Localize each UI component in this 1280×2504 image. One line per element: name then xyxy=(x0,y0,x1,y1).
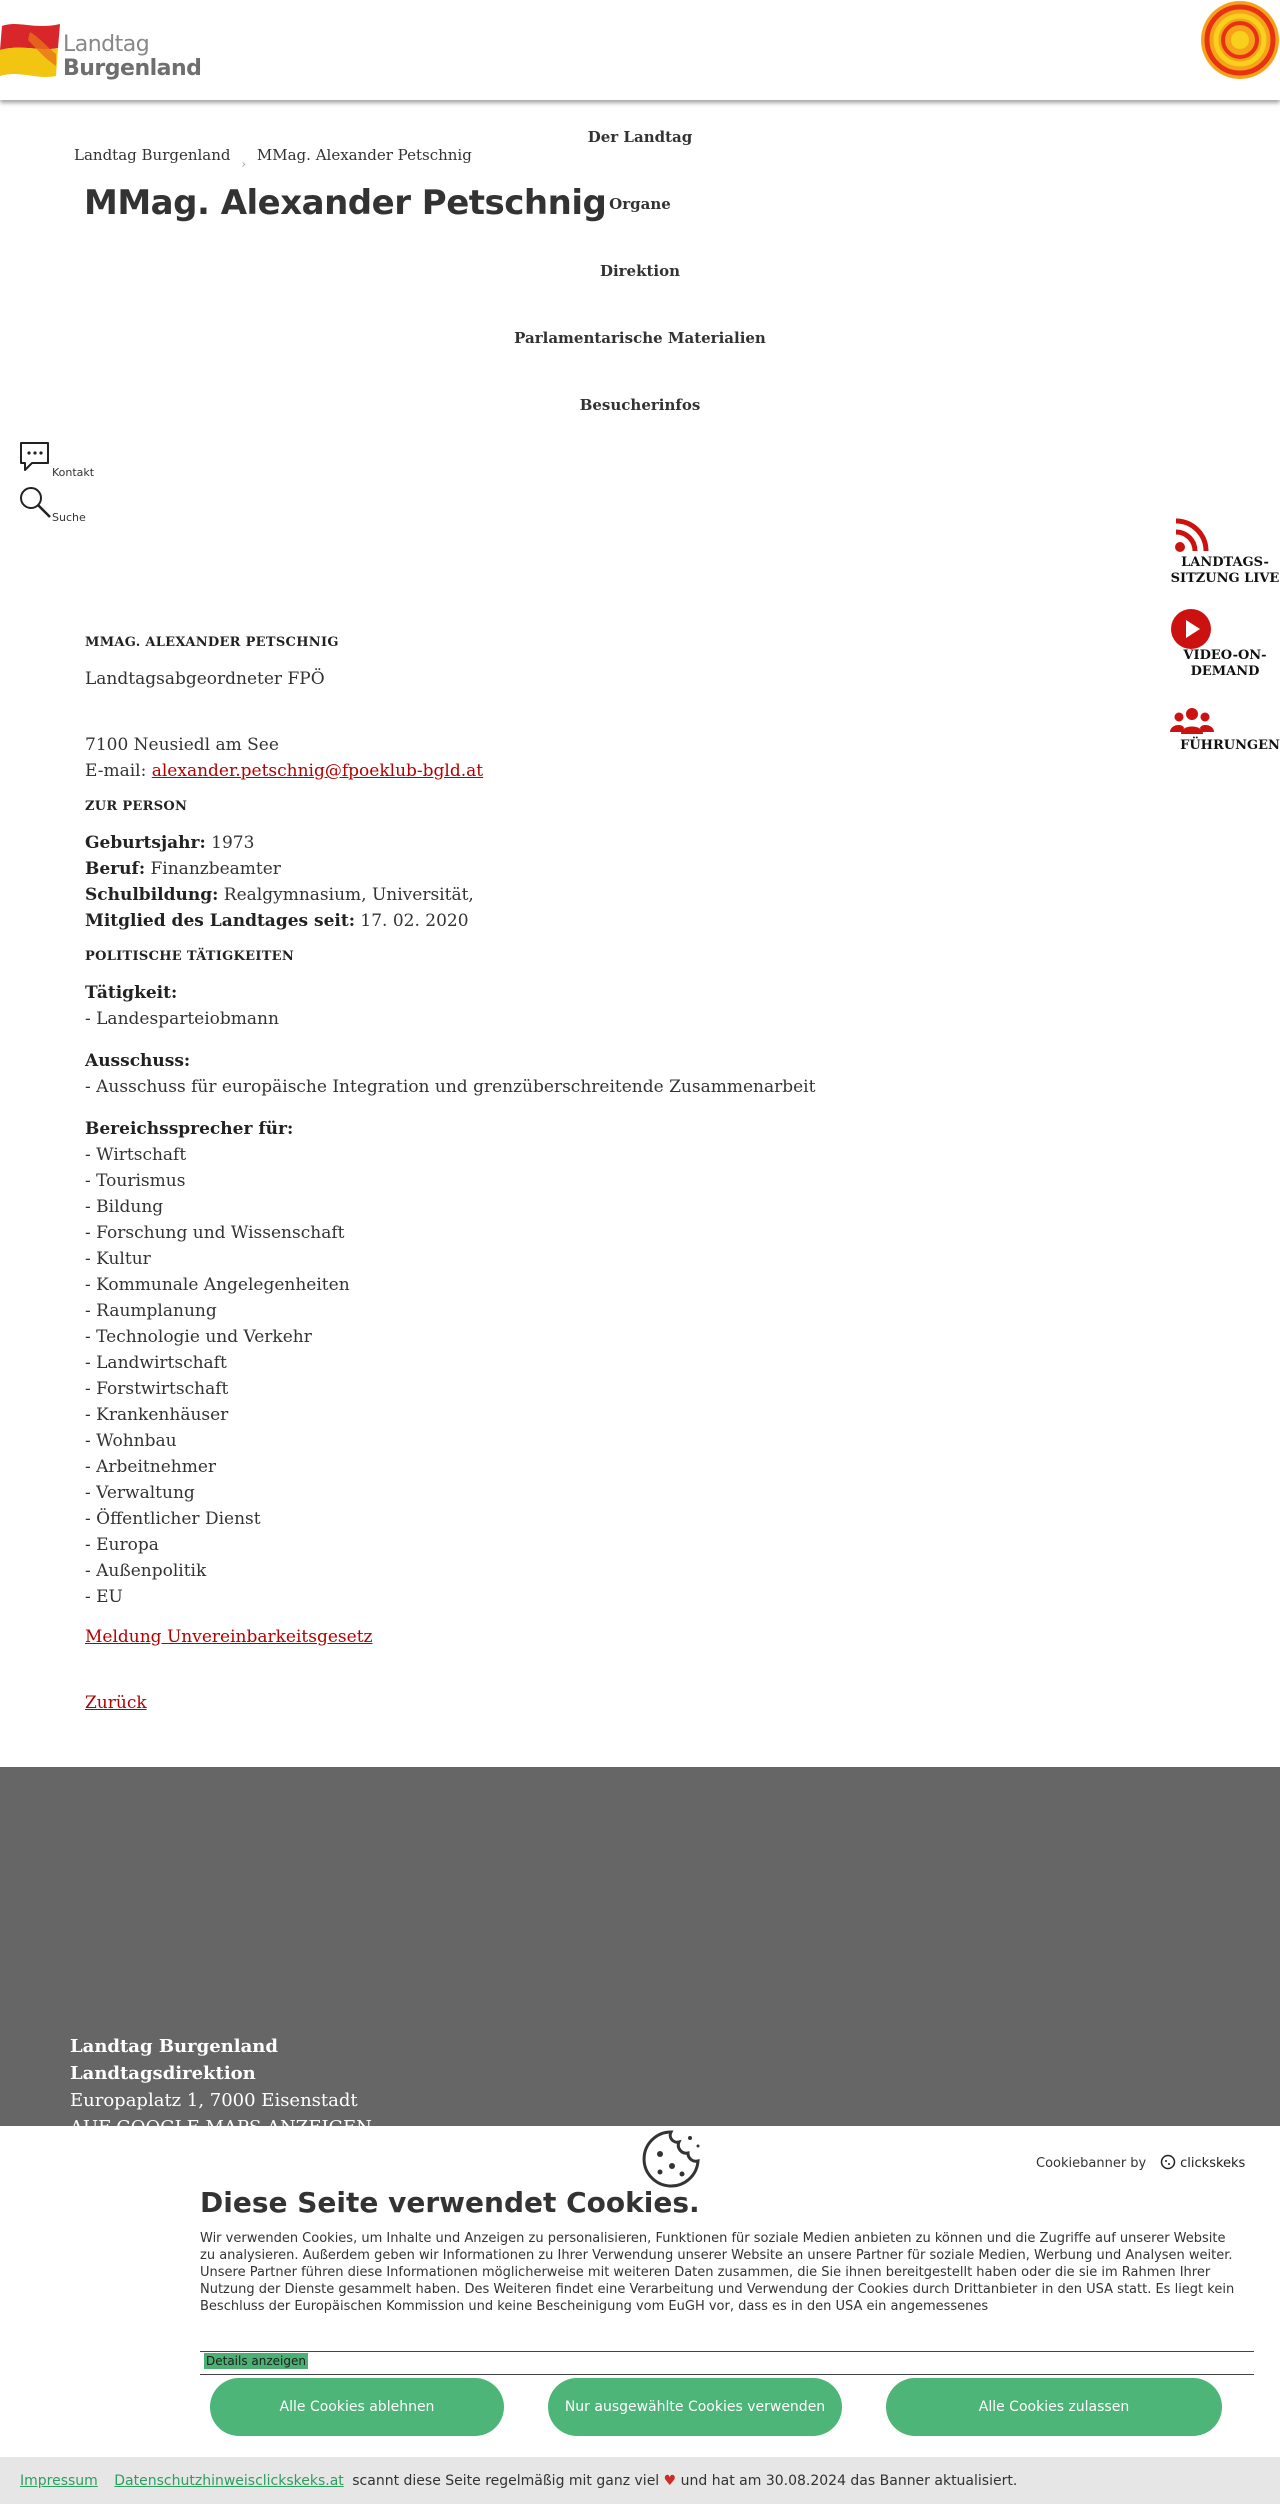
list-item: - Wirtschaft xyxy=(85,1145,187,1165)
profile-content xyxy=(85,630,1185,1716)
footer-address xyxy=(70,2033,372,2141)
list-item: - Europa xyxy=(85,1535,159,1555)
details-bar xyxy=(200,2351,1254,2375)
list-item: - EU xyxy=(85,1587,123,1607)
cookie-banner xyxy=(0,2126,1280,2504)
politische-taetigkeiten-heading: POLITISCHE TÄTIGKEITEN xyxy=(85,949,295,964)
activity-value: - Landesparteiobmann xyxy=(85,1009,279,1029)
list-item: - Kultur xyxy=(85,1249,151,1269)
list-item: - Arbeitnehmer xyxy=(85,1457,217,1477)
burgenland-sun-logo-icon[interactable] xyxy=(1198,0,1280,82)
list-item: - Verwaltung xyxy=(85,1483,195,1503)
nav-organe[interactable]: Organe xyxy=(609,195,671,213)
back-link[interactable]: Zurück xyxy=(85,1693,147,1713)
cookie-icon xyxy=(638,2126,704,2192)
school-value: Realgymnasium, Universität, xyxy=(223,885,474,905)
site-header xyxy=(0,0,1280,100)
job-label: Beruf: xyxy=(85,859,146,879)
video-on-demand-label: VIDEO-ON-DEMAND xyxy=(1183,648,1267,679)
list-item: - Kommunale Angelegenheiten xyxy=(85,1275,350,1295)
fuehrungen-label: FÜHRUNGEN xyxy=(1180,738,1280,753)
privacy-link[interactable]: Datenschutzhinweisclickskeks.at xyxy=(114,2473,344,2489)
reject-all-cookies-button[interactable]: Alle Cookies ablehnen xyxy=(210,2378,504,2436)
birth-value: 1973 xyxy=(211,833,255,853)
member-label: Mitglied des Landtages seit: xyxy=(85,911,355,931)
breadcrumb-home[interactable]: Landtag Burgenland xyxy=(74,146,231,164)
school-label: Schulbildung: xyxy=(85,885,219,905)
flag-logo-icon xyxy=(0,18,62,80)
member-value: 17. 02. 2020 xyxy=(360,911,469,931)
job-row xyxy=(85,856,1185,882)
list-item: - Öffentlicher Dienst xyxy=(85,1509,261,1529)
breadcrumb xyxy=(74,146,472,171)
footer-street: Europaplatz 1, 7000 Eisenstadt xyxy=(70,2090,358,2111)
list-item: - Forschung und Wissenschaft xyxy=(85,1223,345,1243)
suche-label: Suche xyxy=(52,511,86,524)
list-item: - Außenpolitik xyxy=(85,1561,207,1581)
breadcrumb-separator: › xyxy=(241,157,247,171)
nav-direktion[interactable]: Direktion xyxy=(599,262,681,280)
footer-org-name: Landtag Burgenland xyxy=(70,2036,278,2057)
scan-text-pre: scannt diese Seite regelmäßig mit ganz viel xyxy=(352,2473,660,2489)
logo-text-burgenland: Burgenland xyxy=(63,56,202,81)
cookie-title: Diese Seite verwendet Cookies. xyxy=(200,2186,700,2219)
clickskeks-logo-icon xyxy=(1160,2154,1176,2170)
scan-text-post: und hat am 30.08.2024 das Banner aktualisiert. xyxy=(680,2473,1018,2489)
landtag-logo-link[interactable] xyxy=(0,10,202,90)
list-item: - Tourismus xyxy=(85,1171,186,1191)
selected-cookies-button[interactable]: Nur ausgewählte Cookies verwenden xyxy=(548,2378,842,2436)
video-on-demand-link[interactable] xyxy=(1170,608,1280,683)
heart-icon: ♥ xyxy=(663,2473,677,2489)
birth-row xyxy=(85,830,1185,856)
accept-all-cookies-button[interactable]: Alle Cookies zulassen xyxy=(886,2378,1222,2436)
school-row xyxy=(85,882,1185,908)
committee-value: - Ausschuss für europäische Integration und grenzüberschreitende Zusammenarbeit xyxy=(85,1077,816,1097)
profile-city: 7100 Neusiedl am See xyxy=(85,735,279,755)
search-icon xyxy=(18,485,52,519)
kontakt-label: Kontakt xyxy=(52,466,95,479)
clickskeks-logo xyxy=(1160,2154,1245,2171)
clickskeks-brand-text: clickskeks xyxy=(1180,2156,1246,2171)
list-item: - Forstwirtschaft xyxy=(85,1379,229,1399)
birth-label: Geburtsjahr: xyxy=(85,833,206,853)
spokesperson-label: Bereichssprecher für: xyxy=(85,1119,294,1139)
member-row xyxy=(85,908,1185,934)
kontakt-tool[interactable] xyxy=(18,440,95,479)
list-item: - Bildung xyxy=(85,1197,164,1217)
footer-department: Landtagsdirektion xyxy=(70,2063,256,2084)
suche-tool[interactable] xyxy=(18,485,86,524)
rss-live-icon xyxy=(1172,515,1212,555)
spokesperson-list xyxy=(85,1142,1185,1610)
list-item: - Krankenhäuser xyxy=(85,1405,229,1425)
profile-heading: MMAG. ALEXANDER PETSCHNIG xyxy=(85,635,339,650)
details-anzeigen-button[interactable]: Details anzeigen xyxy=(206,2354,306,2368)
breadcrumb-current: MMag. Alexander Petschnig xyxy=(256,146,472,164)
list-item: - Technologie und Verkehr xyxy=(85,1327,312,1347)
list-item: - Landwirtschaft xyxy=(85,1353,227,1373)
cookie-footer xyxy=(0,2457,1280,2504)
profile-email-row xyxy=(85,758,1185,784)
chat-bubble-icon xyxy=(18,440,52,474)
job-value: Finanzbeamter xyxy=(150,859,281,879)
logo-text-landtag: Landtag xyxy=(63,32,150,57)
landtagssitzung-live-link[interactable] xyxy=(1170,515,1280,590)
page-title: MMag. Alexander Petschnig xyxy=(84,183,607,223)
profile-role: Landtagsabgeordneter FPÖ xyxy=(85,669,325,689)
email-link[interactable]: alexander.petschnig@fpoeklub-bgld.at xyxy=(151,761,484,781)
list-item: - Wohnbau xyxy=(85,1431,177,1451)
zur-person-heading: ZUR PERSON xyxy=(85,799,188,814)
unvereinbarkeitsgesetz-link[interactable]: Meldung Unvereinbarkeitsgesetz xyxy=(85,1627,373,1647)
fuehrungen-link[interactable] xyxy=(1170,706,1280,761)
activity-label: Tätigkeit: xyxy=(85,983,178,1003)
impressum-link[interactable]: Impressum xyxy=(20,2473,98,2489)
cookiebanner-by-label: Cookiebanner by xyxy=(1036,2156,1147,2171)
email-label: E-mail: xyxy=(85,761,147,781)
nav-parlamentarische-materialien[interactable]: Parlamentarische Materialien xyxy=(514,329,766,347)
committee-label: Ausschuss: xyxy=(85,1051,191,1071)
nav-besucherinfos[interactable]: Besucherinfos xyxy=(579,396,701,414)
cookie-text: Wir verwenden Cookies, um Inhalte und Anzeigen zu personalisieren, Funktionen für soziale Medien anbieten zu können und die Zugriffe auf unserer Website zu analysieren. Außerdem geben wir Informationen zu Ihrer Verwendung unserer Website an unsere Partner für soziale Medien, Werbung und Analysen weiter. Unsere Partner führen diese Informationen möglicherweise mit weiteren Daten zusammen, die Sie ihnen bereitgestellt haben oder die sie im Rahmen Ihrer Nutzung der Dienste gesammelt haben. Des Weiteren findet eine Verarbeitung und Verwendung der Cookies durch Drittanbieter in den USA statt. Es liegt kein Beschluss der Europäischen Kommission und keine Bescheinigung vom EuGH vor, dass es in den USA ein angemessenes xyxy=(200,2231,1235,2314)
list-item: - Raumplanung xyxy=(85,1301,217,1321)
nav-der-landtag[interactable]: Der Landtag xyxy=(587,128,693,146)
landtagssitzung-live-label: LANDTAGS-SITZUNG LIVE xyxy=(1170,555,1280,586)
